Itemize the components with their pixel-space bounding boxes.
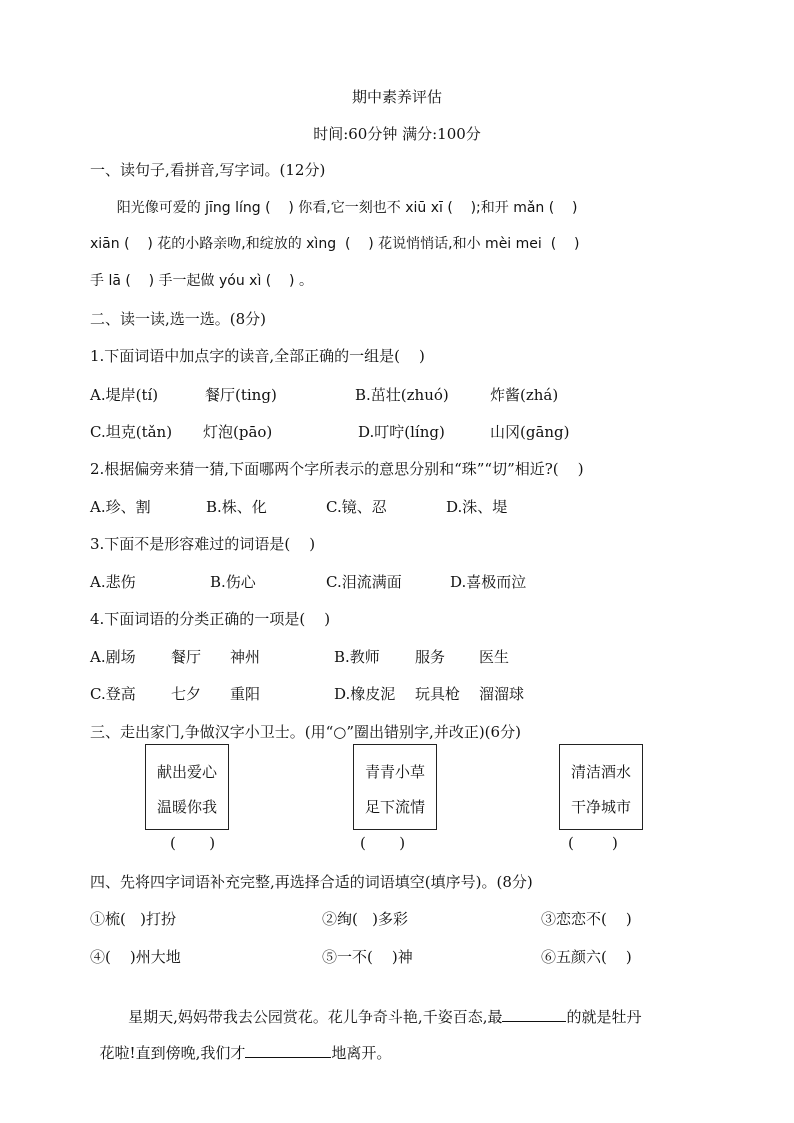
q4-option: 玩具枪 (415, 685, 461, 703)
section1-line-3: 手 lā ( ) 手一起做 yóu xì ( ) 。 (90, 273, 313, 289)
q1-option: D.叮咛(líng) (358, 423, 445, 441)
sign-text: 足下流情 (364, 798, 425, 816)
section1-line-2: xiān ( ) 花的小路亲吻,和绽放的 xìng ( ) 花说悄悄话,和小 mèi mei ( ) (90, 236, 580, 252)
q4-option: 服务 (415, 648, 446, 666)
q4-option: 医生 (479, 648, 510, 666)
exam-info: 时间:60分钟 满分:100分 (313, 125, 481, 143)
q4-option: 重阳 (230, 685, 261, 703)
sign-text: 献出爱心 (156, 763, 217, 781)
q1-option: 山冈(gāng) (490, 423, 570, 441)
q1-option: B.茁壮(zhuó) (355, 386, 449, 404)
q4-stem: 4.下面词语的分类正确的一项是( ) (90, 610, 331, 628)
sign-text: 干净城市 (570, 798, 631, 816)
section1-line-1: 阳光像可爱的 jīng líng ( ) 你看,它一刻也不 xiū xī ( );和开 mǎn ( ) (90, 200, 578, 216)
q3-stem: 3.下面不是形容难过的词语是( ) (90, 535, 316, 553)
section2-heading: 二、读一读,选一选。(8分) (90, 310, 267, 328)
idiom-item: ②绚( )多彩 (322, 910, 409, 928)
q1-stem: 1.下面词语中加点字的读音,全部正确的一组是( ) (90, 347, 425, 365)
q4-option: D.橡皮泥 (334, 685, 396, 703)
sign-text: 清洁酒水 (570, 763, 631, 781)
q4-option: A.剧场 (90, 648, 136, 666)
para-text: 地离开。 (331, 1044, 392, 1062)
q3-option: C.泪流满面 (326, 573, 402, 591)
q1-option: C.坦克(tǎn) (90, 423, 173, 441)
q2-option: A.珍、割 (90, 498, 151, 516)
sign-box (145, 744, 229, 830)
q3-option: D.喜极而泣 (450, 573, 527, 591)
para-text: 花啦!直到傍晚,我们才 (99, 1044, 246, 1062)
fill-blank (245, 1041, 331, 1058)
q4-option: B.教师 (334, 648, 380, 666)
sign-text: 温暖你我 (156, 798, 217, 816)
q4-option: 七夕 (171, 685, 202, 703)
answer-paren: ( ) (568, 834, 618, 852)
q3-option: B.伤心 (210, 573, 256, 591)
section4-heading: 四、先将四字词语补充完整,再选择合适的词语填空(填序号)。(8分) (90, 873, 533, 891)
fill-blank (502, 1005, 566, 1022)
section3-heading: 三、走出家门,争做汉字小卫士。(用“○”圈出错别字,并改正)(6分) (90, 723, 521, 741)
page-title: 期中素养评估 (351, 88, 442, 106)
q1-option: 炸酱(zhá) (490, 386, 559, 404)
q2-stem: 2.根据偏旁来猜一猜,下面哪两个字所表示的意思分别和“珠”“切”相近?( ) (90, 460, 584, 478)
idiom-item: ⑤一不( )神 (322, 948, 413, 966)
idiom-item: ③恋恋不( ) (541, 910, 632, 928)
para-text: 星期天,妈妈带我去公园赏花。花儿争奇斗艳,千姿百态,最 (99, 1008, 503, 1026)
answer-paren: ( ) (360, 834, 406, 852)
q4-option: 溜溜球 (479, 685, 525, 703)
sign-box (559, 744, 643, 830)
section1-heading: 一、读句子,看拼音,写字词。(12分) (90, 161, 326, 179)
fill-paragraph-line-2 (90, 1021, 391, 1063)
idiom-item: ⑥五颜六( ) (541, 948, 632, 966)
idiom-item: ④( )州大地 (90, 948, 181, 966)
para-text: 的就是牡丹 (566, 1008, 642, 1026)
q1-option: 餐厅(ting) (205, 386, 277, 404)
q4-option: C.登高 (90, 685, 136, 703)
answer-paren: ( ) (170, 834, 216, 852)
q3-option: A.悲伤 (90, 573, 136, 591)
q2-option: B.株、化 (206, 498, 267, 516)
sign-text: 青青小草 (364, 763, 425, 781)
q1-option: 灯泡(pāo) (203, 423, 273, 441)
idiom-item: ①梳( )打扮 (90, 910, 177, 928)
q1-option: A.堤岸(tí) (90, 386, 159, 404)
sign-box (353, 744, 437, 830)
q2-option: C.镜、忍 (326, 498, 387, 516)
q2-option: D.洙、堤 (446, 498, 508, 516)
q4-option: 餐厅 (171, 648, 202, 666)
q4-option: 神州 (230, 648, 261, 666)
